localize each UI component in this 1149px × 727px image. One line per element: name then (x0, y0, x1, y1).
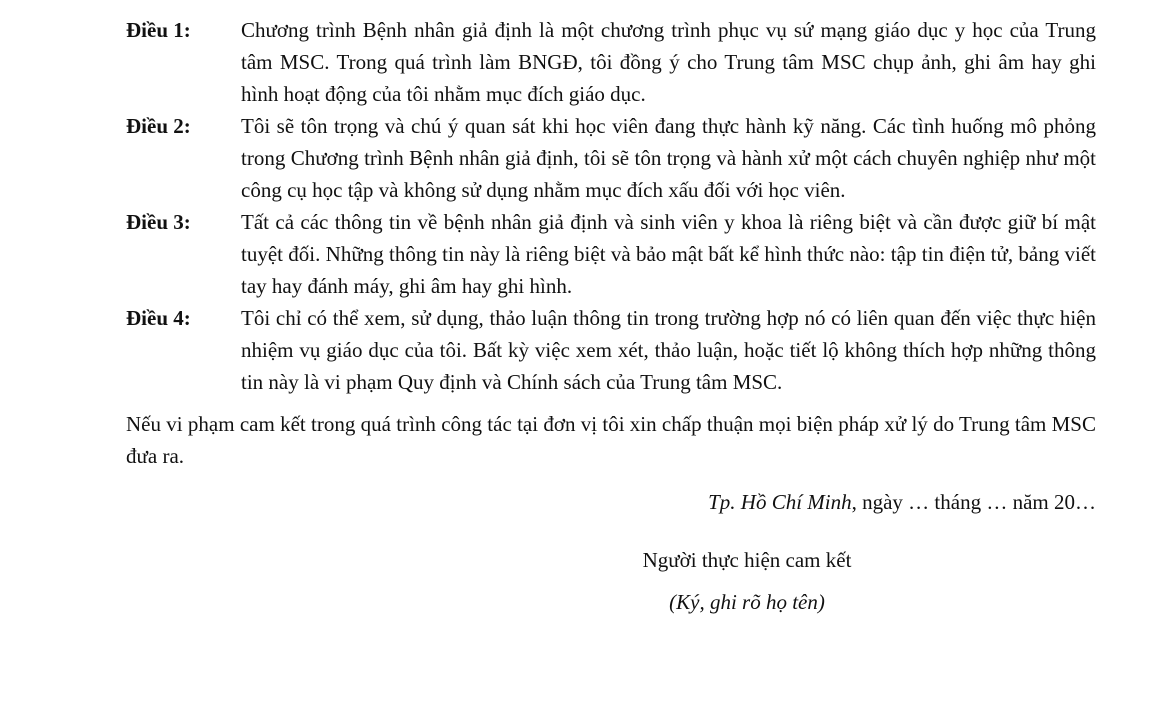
article-text: Tôi chỉ có thể xem, sử dụng, thảo luận thông tin trong trường hợp nó có liên quan đến việc thực hiện nhiệm vụ giáo dục của tôi. Bất kỳ việc xem xét, thảo luận, hoặc tiết lộ không thích hợp những thông tin này là vi phạm Quy định và Chính sách của Trung tâm MSC. (241, 306, 1096, 394)
article-2 (126, 110, 1096, 206)
article-4 (126, 302, 1096, 398)
signature-date-line (126, 482, 1096, 522)
article-text: Chương trình Bệnh nhân giả định là một chương trình phục vụ sứ mạng giáo dục y học của Trung tâm MSC. Trong quá trình làm BNGĐ, tôi đồng ý cho Trung tâm MSC chụp ảnh, ghi âm hay ghi hình hoạt động của tôi nhằm mục đích giáo dục. (241, 18, 1096, 106)
article-label: Điều 3: (126, 210, 191, 234)
article-label: Điều 4: (126, 306, 191, 330)
conclusion-paragraph: Nếu vi phạm cam kết trong quá trình công tác tại đơn vị tôi xin chấp thuận mọi biện pháp xử lý do Trung tâm MSC đưa ra. (126, 412, 1096, 468)
article-label: Điều 1: (126, 18, 191, 42)
article-label: Điều 2: (126, 114, 191, 138)
signer-title: Người thực hiện cam kết (642, 548, 852, 572)
article-3 (126, 206, 1096, 302)
signer-note: (Ký, ghi rõ họ tên) (669, 590, 825, 614)
signature-date: , ngày … tháng … năm 20… (851, 490, 1096, 514)
signature-place: Tp. Hồ Chí Minh (708, 490, 852, 514)
article-1 (126, 14, 1096, 110)
article-text: Tất cả các thông tin về bệnh nhân giả định và sinh viên y khoa là riêng biệt và cần được giữ bí mật tuyệt đối. Những thông tin này là riêng biệt và bảo mật bất kể hình thức nào: tập tin điện tử, bảng viết tay hay đánh máy, ghi âm hay ghi hình. (241, 210, 1096, 298)
document-body (126, 14, 1096, 522)
article-text: Tôi sẽ tôn trọng và chú ý quan sát khi học viên đang thực hành kỹ năng. Các tình huống mô phỏng trong Chương trình Bệnh nhân giả định, tôi sẽ tôn trọng và hành xử một cách chuyên nghiệp như một công cụ học tập và không sử dụng nhằm mục đích xấu đối với học viên. (241, 114, 1096, 202)
